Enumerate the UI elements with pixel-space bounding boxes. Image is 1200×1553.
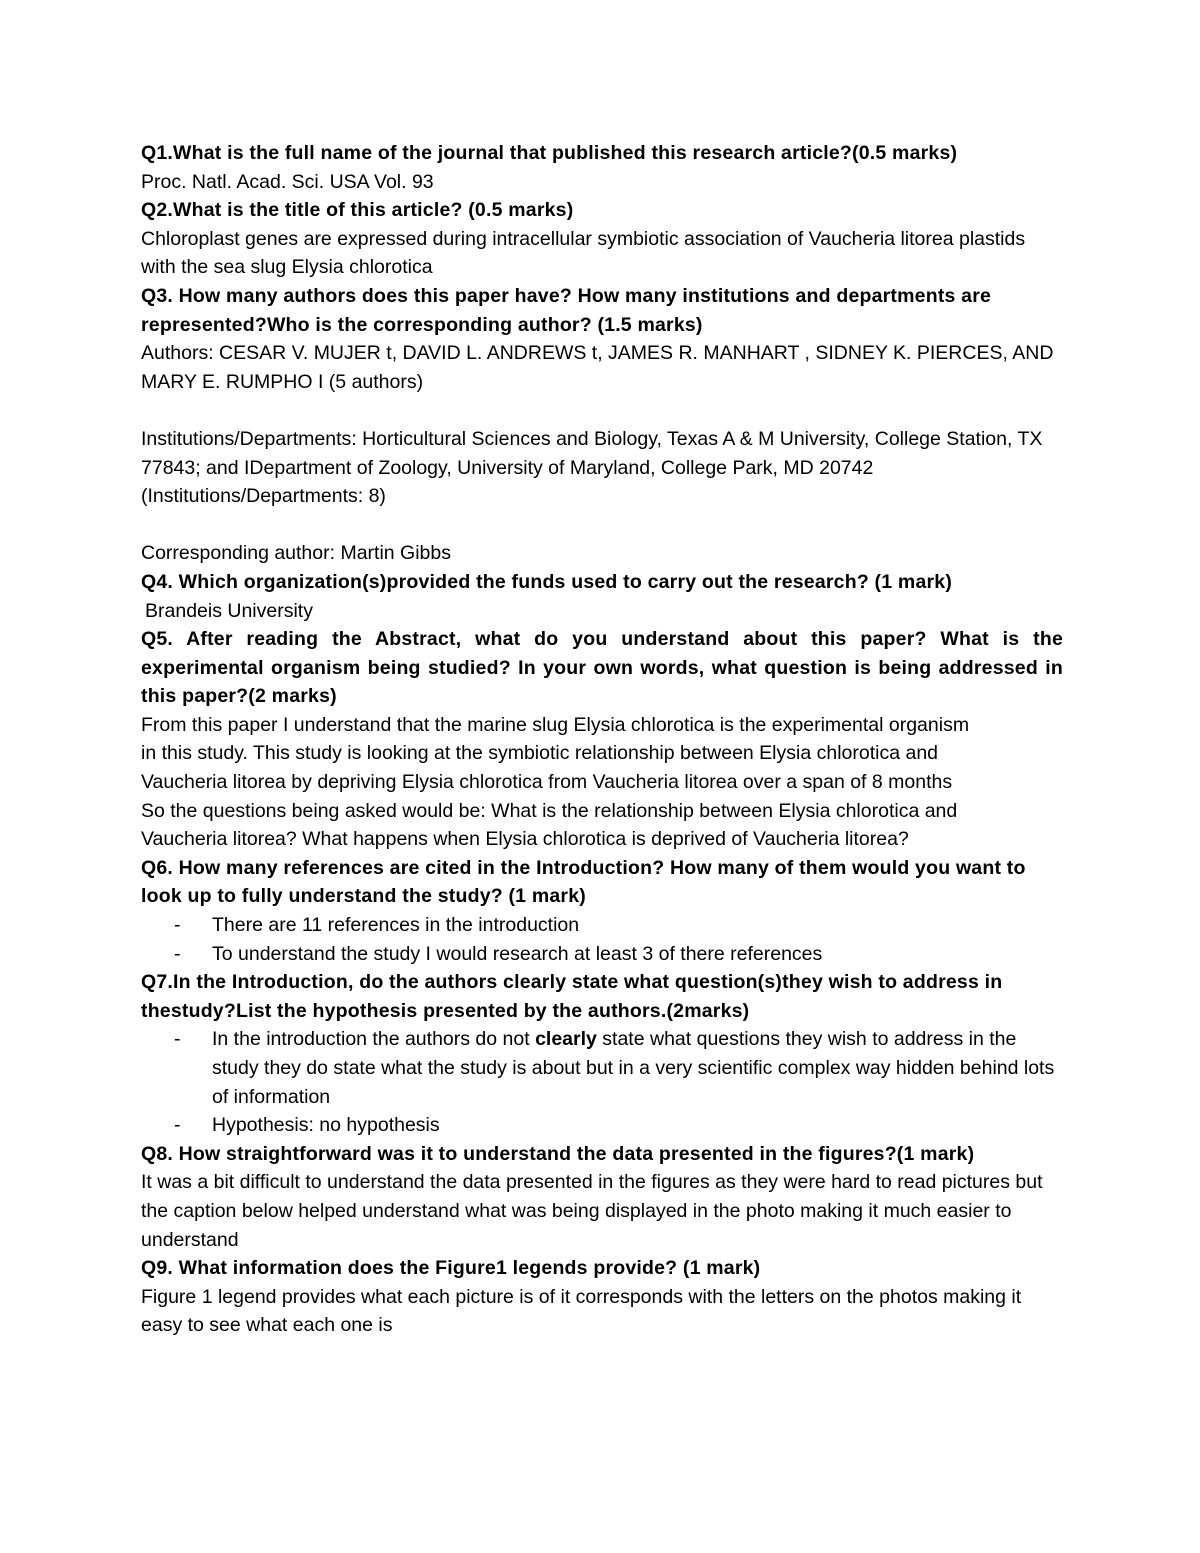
list-item — [141, 911, 1063, 940]
answer-3-corresponding: Corresponding author: Martin Gibbs — [141, 542, 451, 565]
answer-5 — [141, 711, 1063, 854]
answer-5-line: in this study. This study is looking at the symbiotic relationship between Elysia chlorotica and — [141, 742, 939, 765]
question-5: Q5. After reading the Abstract, what do you understand about this paper? What is the experimental organism being studied? In your own words, what question is being addressed in this paper?(2 marks) — [141, 628, 1063, 708]
answer-5-line: From this paper I understand that the marine slug Elysia chlorotica is the experimental organism — [141, 713, 970, 736]
blank-line — [141, 396, 1063, 425]
question-6: Q6. How many references are cited in the Introduction? How many of them would you want to look up to fully understand the study? (1 mark) — [141, 856, 1026, 908]
answer-9: Figure 1 legend provides what each picture is of it corresponds with the letters on the photos making it easy to see what each one is — [141, 1285, 1022, 1337]
bullet-dash: - — [174, 914, 181, 937]
question-4: Q4. Which organization(s)provided the funds used to carry out the research? (1 mark) — [141, 570, 953, 593]
answer-4: Brandeis University — [145, 599, 313, 622]
answer-2: Chloroplast genes are expressed during intracellular symbiotic association of Vaucheria litorea plastids with the sea slug Elysia chlorotica — [141, 227, 1026, 279]
list-item — [141, 1025, 1063, 1111]
list-item — [141, 940, 1063, 969]
answer-6-list — [141, 911, 1063, 968]
list-item-text — [212, 1028, 1054, 1107]
answer-7-list — [141, 1025, 1063, 1139]
bullet-dash: - — [174, 942, 181, 965]
answer-8: It was a bit difficult to understand the data presented in the figures as they were hard to read pictures but the caption below helped understand what was being displayed in the photo making it much easier to understand — [141, 1171, 1043, 1251]
question-1: Q1.What is the full name of the journal that published this research article?(0.5 marks) — [141, 142, 958, 164]
answer-5-line: Vaucheria litorea? What happens when Elysia chlorotica is deprived of Vaucheria litorea? — [141, 828, 909, 851]
answer-3-institutions: Institutions/Departments: Horticultural Sciences and Biology, Texas A & M University, College Station, TX 77843; and IDepartment of Zoology, University of Maryland, College Park, MD 20742 (Institutions/Departments: 8) — [141, 427, 1043, 508]
text-segment: state what questions they wish to address in the study they do state what the study is about but in a very scientific complex way hidden behind lots of information — [212, 1028, 1055, 1108]
question-9: Q9. What information does the Figure1 legends provide? (1 mark) — [141, 1257, 761, 1280]
answer-3-authors: Authors: CESAR V. MUJER t, DAVID L. ANDREWS t, JAMES R. MANHART , SIDNEY K. PIERCES, AND MARY E. RUMPHO I (5 authors) — [141, 342, 1054, 393]
answer-1: Proc. Natl. Acad. Sci. USA Vol. 93 — [141, 170, 434, 193]
answer-5-line: Vaucheria litorea by depriving Elysia chlorotica from Vaucheria litorea over a span of 8 months — [141, 771, 953, 794]
list-item-text: There are 11 references in the introduction — [212, 914, 580, 937]
question-2: Q2.What is the title of this article? (0.5 marks) — [141, 199, 574, 222]
document-body — [141, 139, 1063, 1340]
bullet-dash: - — [174, 1028, 181, 1051]
text-segment: In the introduction the authors do not — [212, 1028, 536, 1051]
question-3: Q3. How many authors does this paper have? How many institutions and departments are represented?Who is the corresponding author? (1.5 marks) — [141, 284, 992, 336]
answer-5-line: So the questions being asked would be: What is the relationship between Elysia chlorotica and — [141, 799, 958, 822]
question-7: Q7.In the Introduction, do the authors clearly state what question(s)they wish to address in thestudy?List the hypothesis presented by the authors.(2marks) — [141, 971, 1003, 1022]
question-8: Q8. How straightforward was it to understand the data presented in the figures?(1 mark) — [141, 1142, 975, 1165]
bold-word: clearly — [535, 1028, 597, 1051]
list-item-text: To understand the study I would research at least 3 of there references — [212, 942, 823, 965]
blank-line — [141, 511, 1063, 540]
list-item — [141, 1111, 1063, 1140]
bullet-dash: - — [174, 1114, 181, 1137]
list-item-text: Hypothesis: no hypothesis — [212, 1114, 440, 1137]
